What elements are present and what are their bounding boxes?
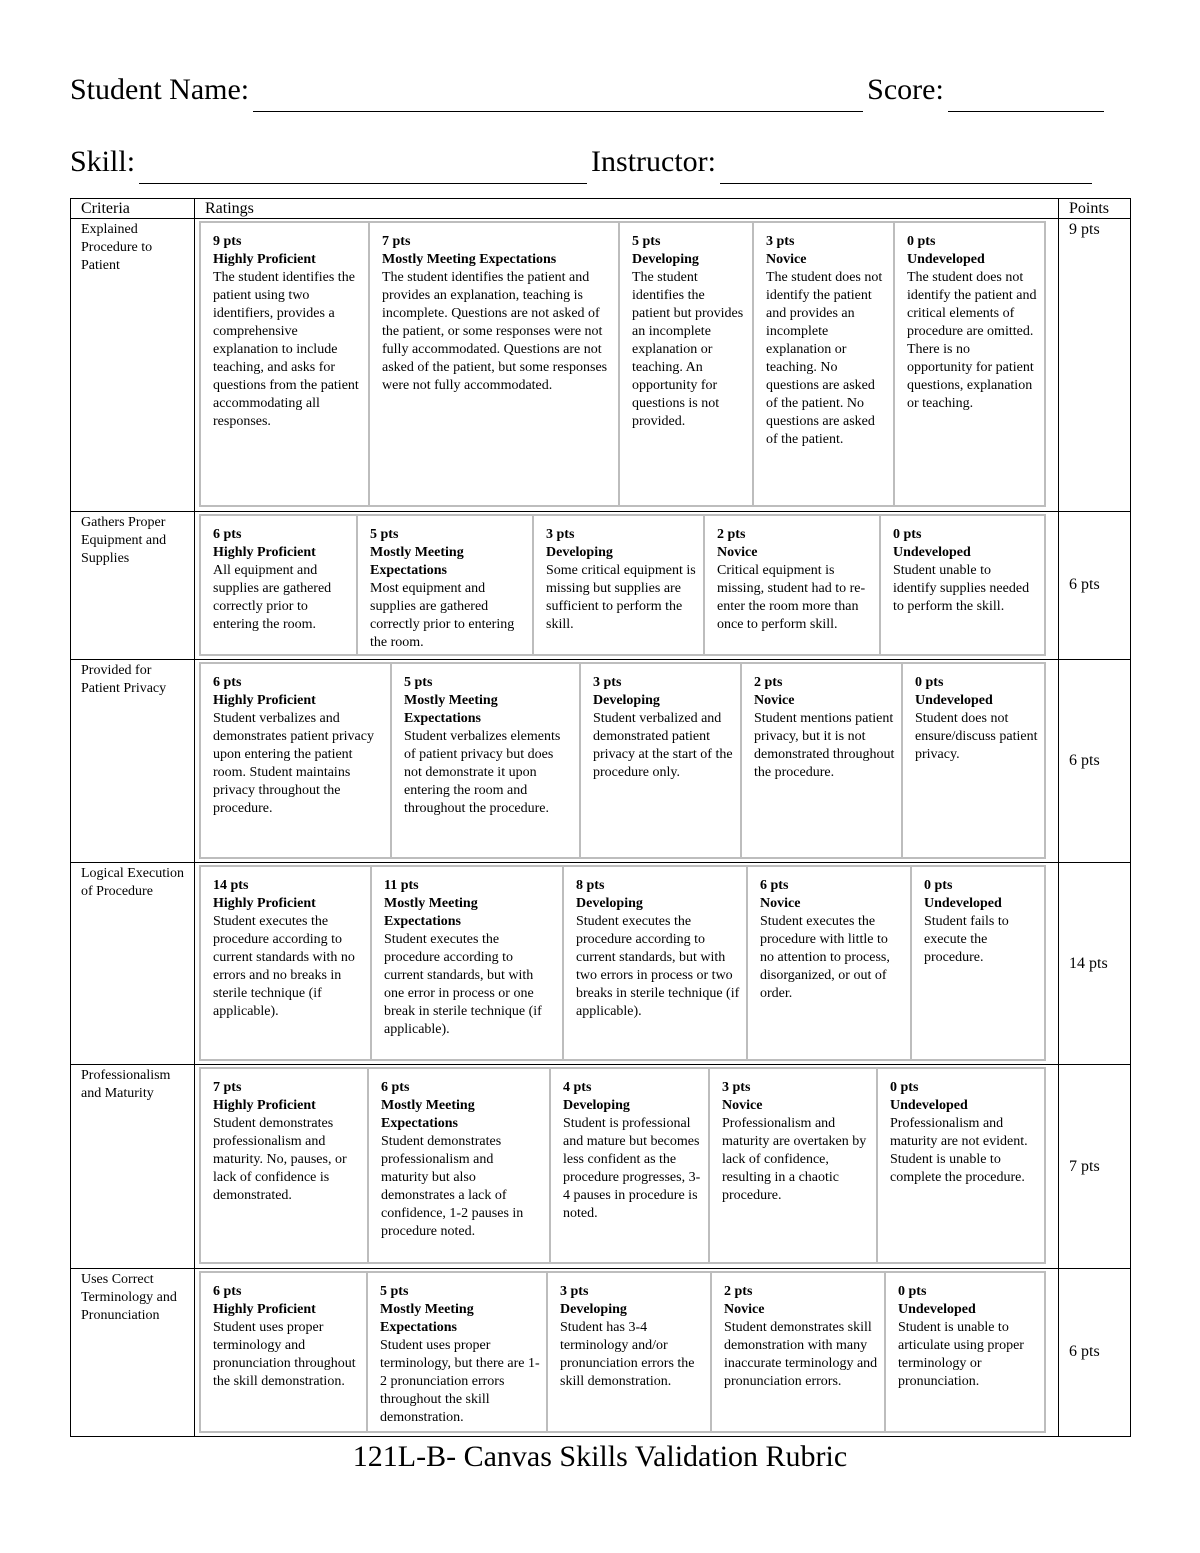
rating-title: Mostly Meeting Expectations <box>380 1301 474 1335</box>
ratings-group <box>199 1067 1054 1264</box>
rating-points: 6 pts <box>213 674 242 690</box>
rating-option[interactable] <box>894 221 1046 507</box>
points-header: Points <box>1059 199 1131 219</box>
rating-option[interactable] <box>199 865 371 1061</box>
rating-title: Mostly Meeting Expectations <box>382 252 557 268</box>
student-name-label: Student Name: <box>70 73 250 106</box>
rating-description: Student verbalized and demonstrated patient privacy at the start of the procedure only. <box>593 710 733 780</box>
criteria-cell: Professionalism and Maturity <box>71 1065 195 1268</box>
rating-title: Novice <box>760 896 801 912</box>
instructor-field[interactable] <box>720 149 1092 184</box>
rating-title: Mostly Meeting Expectations <box>384 896 478 930</box>
ratings-cell <box>195 659 1059 862</box>
rating-description: Student verbalizes and demonstrates patient privacy upon entering the patient room. Student maintains privacy throughout the procedure. <box>213 710 374 816</box>
rating-points: 9 pts <box>213 234 242 250</box>
rating-points: 0 pts <box>915 674 944 690</box>
rating-title: Novice <box>754 692 795 708</box>
instructor-label: Instructor: <box>591 145 716 178</box>
rating-points: 4 pts <box>563 1080 592 1096</box>
table-header-row <box>71 199 1131 219</box>
rating-description: Student unable to identify supplies needed to perform the skill. <box>893 562 1030 614</box>
rating-description: Student uses proper terminology and pronunciation throughout the skill demonstration. <box>213 1319 356 1389</box>
rating-description: Student verbalizes elements of patient privacy but does not demonstrate it upon entering the room and throughout the procedure. <box>404 728 561 816</box>
rating-title: Novice <box>766 252 807 268</box>
rating-points: 3 pts <box>560 1283 589 1299</box>
ratings-cell <box>195 219 1059 511</box>
rubric-table <box>70 198 1131 1437</box>
rating-option[interactable] <box>367 1271 547 1433</box>
ratings-cell <box>195 511 1059 659</box>
rating-option[interactable] <box>199 514 357 656</box>
rating-option[interactable] <box>563 865 747 1061</box>
rating-description: Professionalism and maturity are overtaken by lack of confidence, resulting in a chaotic procedure. <box>722 1116 867 1204</box>
rating-description: Critical equipment is missing, student had to re-enter the room more than once to perform skill. <box>717 562 866 632</box>
rating-description: Student demonstrates skill demonstration with many inaccurate terminology and pronunciation errors. <box>724 1319 878 1389</box>
criteria-cell: Logical Execution of Procedure <box>71 863 195 1065</box>
rating-description: Student is professional and mature but becomes less confident as the procedure progresses, 3-4 pauses in procedure is noted. <box>563 1116 701 1222</box>
skill-field[interactable] <box>139 149 587 184</box>
rating-description: Student executes the procedure with little to no attention to process, disorganized, or out of order. <box>760 914 890 1002</box>
rating-points: 14 pts <box>213 878 249 894</box>
rating-title: Highly Proficient <box>213 252 316 268</box>
rating-option[interactable] <box>880 514 1046 656</box>
rating-option[interactable] <box>391 662 580 859</box>
rating-points: 5 pts <box>370 526 399 542</box>
rating-title: Undeveloped <box>898 1301 976 1317</box>
rating-description: Student has 3-4 terminology and/or pronunciation errors the skill demonstration. <box>560 1319 695 1389</box>
rating-description: Professionalism and maturity are not evident. Student is unable to complete the procedure. <box>890 1116 1028 1186</box>
rating-option[interactable] <box>885 1271 1046 1433</box>
rating-option[interactable] <box>709 1067 877 1264</box>
ratings-header: Ratings <box>195 199 1059 219</box>
rating-points: 7 pts <box>213 1080 242 1096</box>
rating-points: 0 pts <box>898 1283 927 1299</box>
ratings-group <box>199 662 1054 859</box>
rating-title: Mostly Meeting Expectations <box>370 544 464 578</box>
rating-title: Developing <box>546 544 613 560</box>
ratings-group <box>199 514 1054 656</box>
rating-description: The student does not identify the patient and critical elements of procedure are omitted. There is no opportunity for patient questions, explanation or teaching. <box>907 270 1037 412</box>
rating-option[interactable] <box>550 1067 709 1264</box>
rating-description: Student demonstrates professionalism and maturity. No, pauses, or lack of confidence is demonstrated. <box>213 1116 347 1204</box>
criteria-cell: Uses Correct Terminology and Pronunciation <box>71 1268 195 1436</box>
rating-description: Student mentions patient privacy, but it is not demonstrated throughout the procedure. <box>754 710 895 780</box>
rating-option[interactable] <box>199 221 369 507</box>
rubric-row <box>71 1268 1131 1436</box>
rating-points: 6 pts <box>213 526 242 542</box>
rating-points: 3 pts <box>722 1080 751 1096</box>
rating-title: Undeveloped <box>890 1098 968 1114</box>
rating-title: Novice <box>717 544 758 560</box>
rating-title: Novice <box>722 1098 763 1114</box>
rating-points: 0 pts <box>890 1080 919 1096</box>
rating-points: 2 pts <box>717 526 746 542</box>
rubric-row <box>71 511 1131 659</box>
rating-points: 0 pts <box>893 526 922 542</box>
rating-description: Student uses proper terminology, but there are 1-2 pronunciation errors throughout the skill demonstration. <box>380 1337 540 1425</box>
rating-description: Some critical equipment is missing but supplies are sufficient to perform the skill. <box>546 562 696 632</box>
points-cell: 6 pts <box>1059 1268 1131 1436</box>
rating-option[interactable] <box>902 662 1046 859</box>
rating-title: Developing <box>560 1301 627 1317</box>
rating-title: Highly Proficient <box>213 692 316 708</box>
rating-points: 0 pts <box>907 234 936 250</box>
rating-title: Highly Proficient <box>213 1301 316 1317</box>
rubric-row <box>71 1065 1131 1268</box>
rating-points: 6 pts <box>760 878 789 894</box>
criteria-cell: Explained Procedure to Patient <box>71 219 195 511</box>
rating-option[interactable] <box>747 865 911 1061</box>
ratings-group <box>199 865 1054 1061</box>
student-score-line <box>70 68 1130 112</box>
rating-title: Mostly Meeting Expectations <box>381 1098 475 1132</box>
rating-title: Undeveloped <box>915 692 993 708</box>
ratings-group <box>199 221 1054 507</box>
student-name-field[interactable] <box>253 77 863 112</box>
points-cell: 9 pts <box>1059 219 1131 511</box>
rating-description: Student executes the procedure according to current standards, but with one error in process or one break in sterile technique (if applicable). <box>384 932 542 1038</box>
rating-option[interactable] <box>711 1271 885 1433</box>
rating-title: Developing <box>576 896 643 912</box>
rating-description: Student does not ensure/discuss patient privacy. <box>915 710 1038 762</box>
rating-points: 6 pts <box>381 1080 410 1096</box>
points-cell: 6 pts <box>1059 511 1131 659</box>
rating-points: 3 pts <box>766 234 795 250</box>
rating-points: 5 pts <box>404 674 433 690</box>
rubric-title-footer: 121L-B- Canvas Skills Validation Rubric <box>352 1440 848 1473</box>
criteria-header: Criteria <box>71 199 195 219</box>
points-cell: 7 pts <box>1059 1065 1131 1268</box>
ratings-cell <box>195 1268 1059 1436</box>
rating-title: Developing <box>593 692 660 708</box>
rating-option[interactable] <box>704 514 880 656</box>
rating-points: 3 pts <box>593 674 622 690</box>
rating-option[interactable] <box>368 1067 550 1264</box>
rating-points: 0 pts <box>924 878 953 894</box>
rubric-row <box>71 219 1131 511</box>
ratings-cell <box>195 1065 1059 1268</box>
rating-points: 7 pts <box>382 234 411 250</box>
rating-title: Undeveloped <box>907 252 985 268</box>
rating-title: Developing <box>563 1098 630 1114</box>
rating-description: Student executes the procedure according to current standards with no errors and no breaks in sterile technique (if applicable). <box>213 914 355 1020</box>
rating-points: 2 pts <box>724 1283 753 1299</box>
rating-description: The student identifies the patient using two identifiers, provides a comprehensive explanation to include teaching, and asks for questions from the patient accommodating all responses. <box>213 270 359 430</box>
points-cell: 6 pts <box>1059 659 1131 862</box>
rating-description: The student identifies the patient but provides an incomplete explanation or teaching. An opportunity for questions is not provided. <box>632 270 744 430</box>
rating-option[interactable] <box>877 1067 1046 1264</box>
rating-points: 2 pts <box>754 674 783 690</box>
rating-description: Most equipment and supplies are gathered correctly prior to entering the room. <box>370 580 515 650</box>
rating-title: Mostly Meeting Expectations <box>404 692 498 726</box>
rating-title: Novice <box>724 1301 765 1317</box>
rating-option[interactable] <box>199 662 391 859</box>
rubric-row <box>71 863 1131 1065</box>
criteria-cell: Provided for Patient Privacy <box>71 659 195 862</box>
rating-option[interactable] <box>357 514 533 656</box>
rating-option[interactable] <box>369 221 619 507</box>
rating-points: 3 pts <box>546 526 575 542</box>
ratings-cell <box>195 863 1059 1065</box>
score-field[interactable] <box>948 77 1104 112</box>
rating-description: Student executes the procedure according to current standards, but with two errors in process or two breaks in sterile technique (if applicable). <box>576 914 740 1020</box>
rating-option[interactable] <box>199 1271 367 1433</box>
ratings-group <box>199 1271 1054 1433</box>
rating-option[interactable] <box>533 514 704 656</box>
rating-title: Developing <box>632 252 699 268</box>
rating-description: The student does not identify the patient and provides an incomplete explanation or teaching. No questions are asked of the patient. No questions are asked of the patient. <box>766 270 883 448</box>
rating-points: 5 pts <box>380 1283 409 1299</box>
rating-title: Highly Proficient <box>213 1098 316 1114</box>
rating-description: Student fails to execute the procedure. <box>924 914 1009 966</box>
rating-points: 11 pts <box>384 878 419 894</box>
rating-description: All equipment and supplies are gathered correctly prior to entering the room. <box>213 562 332 632</box>
rubric-row <box>71 659 1131 862</box>
rating-title: Highly Proficient <box>213 896 316 912</box>
rating-points: 6 pts <box>213 1283 242 1299</box>
rating-description: The student identifies the patient and provides an explanation, teaching is incomplete. Questions are not asked of the patient, or some responses were not fully accommodated. Questions are not asked of the patient, but some responses were not fully accommodated. <box>382 270 608 394</box>
skill-label: Skill: <box>70 145 136 178</box>
rating-title: Undeveloped <box>893 544 971 560</box>
rating-option[interactable] <box>911 865 1046 1061</box>
rating-option[interactable] <box>619 221 753 507</box>
rating-title: Undeveloped <box>924 896 1002 912</box>
rating-description: Student is unable to articulate using proper terminology or pronunciation. <box>898 1319 1024 1389</box>
points-cell: 14 pts <box>1059 863 1131 1065</box>
rating-option[interactable] <box>547 1271 711 1433</box>
rating-option[interactable] <box>741 662 902 859</box>
rating-title: Highly Proficient <box>213 544 316 560</box>
rating-option[interactable] <box>580 662 741 859</box>
rating-points: 5 pts <box>632 234 661 250</box>
rating-description: Student demonstrates professionalism and maturity but also demonstrates a lack of confidence, 1-2 pauses in procedure noted. <box>381 1134 524 1240</box>
rating-option[interactable] <box>753 221 894 507</box>
rating-option[interactable] <box>371 865 563 1061</box>
rating-option[interactable] <box>199 1067 368 1264</box>
skill-instructor-line <box>70 140 1130 184</box>
rating-points: 8 pts <box>576 878 605 894</box>
score-label: Score: <box>867 73 944 106</box>
criteria-cell: Gathers Proper Equipment and Supplies <box>71 511 195 659</box>
